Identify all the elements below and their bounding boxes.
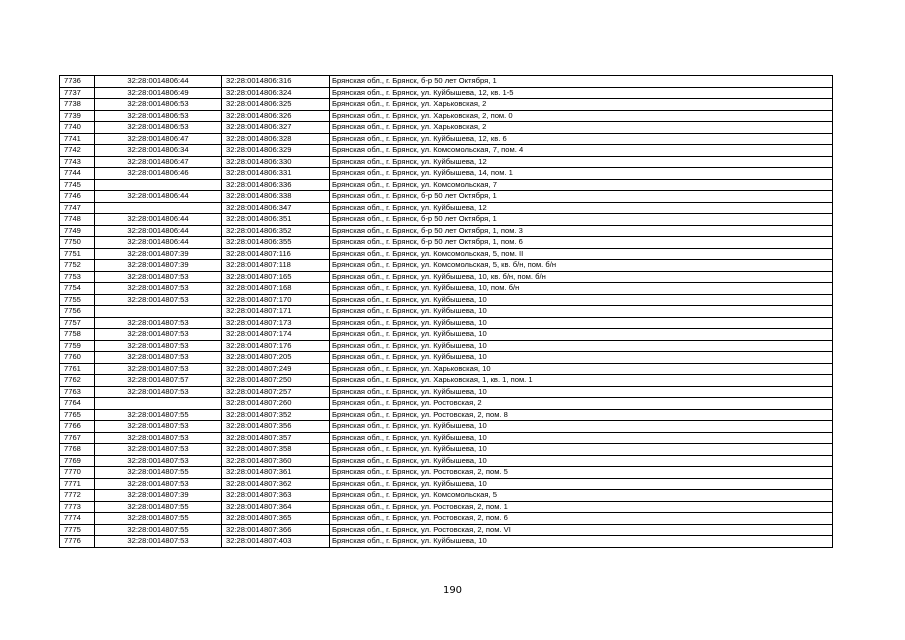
registry-table [59, 75, 833, 548]
table-row [60, 294, 833, 306]
quarter-number-cell: 32:28:0014806:53 [95, 110, 222, 122]
address-cell: Брянская обл., г. Брянск, ул. Куйбышева, 10 [330, 478, 833, 490]
quarter-number-cell: 32:28:0014807:53 [95, 340, 222, 352]
table-row [60, 317, 833, 329]
quarter-number-cell: 32:28:0014807:53 [95, 329, 222, 341]
table-row [60, 225, 833, 237]
table-row [60, 363, 833, 375]
cadastral-number-cell: 32:28:0014807:118 [222, 260, 330, 272]
cadastral-number-cell: 32:28:0014806:351 [222, 214, 330, 226]
cadastral-number-cell: 32:28:0014806:347 [222, 202, 330, 214]
address-cell: Брянская обл., г. Брянск, ул. Куйбышева, 12, кв. 6 [330, 133, 833, 145]
quarter-number-cell: 32:28:0014807:53 [95, 294, 222, 306]
row-number-cell: 7750 [60, 237, 95, 249]
row-number-cell: 7757 [60, 317, 95, 329]
cadastral-number-cell: 32:28:0014806:329 [222, 145, 330, 157]
cadastral-number-cell: 32:28:0014807:205 [222, 352, 330, 364]
address-cell: Брянская обл., г. Брянск, б-р 50 лет Октября, 1, пом. 6 [330, 237, 833, 249]
row-number-cell: 7772 [60, 490, 95, 502]
cadastral-number-cell: 32:28:0014807:171 [222, 306, 330, 318]
address-cell: Брянская обл., г. Брянск, ул. Ростовская, 2, пом. VI [330, 524, 833, 536]
table-row [60, 87, 833, 99]
row-number-cell: 7758 [60, 329, 95, 341]
address-cell: Брянская обл., г. Брянск, б-р 50 лет Октября, 1, пом. 3 [330, 225, 833, 237]
address-cell: Брянская обл., г. Брянск, ул. Харьковская, 1, кв. 1, пом. 1 [330, 375, 833, 387]
table-row [60, 202, 833, 214]
table-row [60, 168, 833, 180]
table-row [60, 145, 833, 157]
quarter-number-cell [95, 306, 222, 318]
cadastral-number-cell: 32:28:0014806:327 [222, 122, 330, 134]
row-number-cell: 7746 [60, 191, 95, 203]
quarter-number-cell [95, 202, 222, 214]
table-row [60, 283, 833, 295]
row-number-cell: 7765 [60, 409, 95, 421]
quarter-number-cell [95, 179, 222, 191]
row-number-cell: 7767 [60, 432, 95, 444]
row-number-cell: 7736 [60, 76, 95, 88]
address-cell: Брянская обл., г. Брянск, ул. Куйбышева, 10 [330, 306, 833, 318]
table-row [60, 501, 833, 513]
row-number-cell: 7741 [60, 133, 95, 145]
row-number-cell: 7754 [60, 283, 95, 295]
table-row [60, 386, 833, 398]
row-number-cell: 7742 [60, 145, 95, 157]
table-row [60, 133, 833, 145]
row-number-cell: 7775 [60, 524, 95, 536]
quarter-number-cell: 32:28:0014806:34 [95, 145, 222, 157]
quarter-number-cell: 32:28:0014807:55 [95, 513, 222, 525]
table-row [60, 478, 833, 490]
address-cell: Брянская обл., г. Брянск, ул. Комсомольская, 7, пом. 4 [330, 145, 833, 157]
table-row [60, 260, 833, 272]
cadastral-number-cell: 32:28:0014807:358 [222, 444, 330, 456]
quarter-number-cell: 32:28:0014806:44 [95, 76, 222, 88]
table-row [60, 156, 833, 168]
cadastral-number-cell: 32:28:0014807:352 [222, 409, 330, 421]
row-number-cell: 7768 [60, 444, 95, 456]
table-row [60, 271, 833, 283]
cadastral-number-cell: 32:28:0014807:257 [222, 386, 330, 398]
address-cell: Брянская обл., г. Брянск, ул. Комсомольская, 5, кв. б/н, пом. б/н [330, 260, 833, 272]
row-number-cell: 7744 [60, 168, 95, 180]
row-number-cell: 7747 [60, 202, 95, 214]
cadastral-number-cell: 32:28:0014806:328 [222, 133, 330, 145]
address-cell: Брянская обл., г. Брянск, ул. Куйбышева, 10 [330, 455, 833, 467]
quarter-number-cell: 32:28:0014807:53 [95, 421, 222, 433]
row-number-cell: 7760 [60, 352, 95, 364]
quarter-number-cell: 32:28:0014807:53 [95, 536, 222, 548]
cadastral-number-cell: 32:28:0014807:116 [222, 248, 330, 260]
quarter-number-cell: 32:28:0014806:44 [95, 237, 222, 249]
table-row [60, 340, 833, 352]
quarter-number-cell: 32:28:0014806:49 [95, 87, 222, 99]
address-cell: Брянская обл., г. Брянск, ул. Ростовская, 2, пом. 8 [330, 409, 833, 421]
table-row [60, 122, 833, 134]
row-number-cell: 7739 [60, 110, 95, 122]
address-cell: Брянская обл., г. Брянск, б-р 50 лет Октября, 1 [330, 191, 833, 203]
row-number-cell: 7761 [60, 363, 95, 375]
row-number-cell: 7769 [60, 455, 95, 467]
table-row [60, 76, 833, 88]
table-row [60, 513, 833, 525]
quarter-number-cell: 32:28:0014806:44 [95, 225, 222, 237]
row-number-cell: 7766 [60, 421, 95, 433]
address-cell: Брянская обл., г. Брянск, ул. Куйбышева, 10 [330, 421, 833, 433]
quarter-number-cell: 32:28:0014807:53 [95, 363, 222, 375]
address-cell: Брянская обл., г. Брянск, ул. Комсомольская, 7 [330, 179, 833, 191]
quarter-number-cell: 32:28:0014807:53 [95, 352, 222, 364]
cadastral-number-cell: 32:28:0014807:173 [222, 317, 330, 329]
quarter-number-cell: 32:28:0014806:47 [95, 156, 222, 168]
row-number-cell: 7740 [60, 122, 95, 134]
cadastral-number-cell: 32:28:0014807:356 [222, 421, 330, 433]
cadastral-number-cell: 32:28:0014807:403 [222, 536, 330, 548]
quarter-number-cell: 32:28:0014807:55 [95, 467, 222, 479]
quarter-number-cell: 32:28:0014806:46 [95, 168, 222, 180]
address-cell: Брянская обл., г. Брянск, ул. Харьковская, 2 [330, 122, 833, 134]
cadastral-number-cell: 32:28:0014807:165 [222, 271, 330, 283]
table-row [60, 432, 833, 444]
table-row [60, 524, 833, 536]
table-row [60, 421, 833, 433]
quarter-number-cell: 32:28:0014806:44 [95, 214, 222, 226]
row-number-cell: 7756 [60, 306, 95, 318]
cadastral-number-cell: 32:28:0014806:324 [222, 87, 330, 99]
row-number-cell: 7776 [60, 536, 95, 548]
address-cell: Брянская обл., г. Брянск, ул. Куйбышева, 10 [330, 294, 833, 306]
table-row [60, 409, 833, 421]
table-row [60, 214, 833, 226]
cadastral-number-cell: 32:28:0014806:331 [222, 168, 330, 180]
address-cell: Брянская обл., г. Брянск, ул. Ростовская, 2, пом. 1 [330, 501, 833, 513]
quarter-number-cell: 32:28:0014807:53 [95, 317, 222, 329]
quarter-number-cell: 32:28:0014806:53 [95, 122, 222, 134]
quarter-number-cell: 32:28:0014806:44 [95, 191, 222, 203]
address-cell: Брянская обл., г. Брянск, ул. Куйбышева, 10, кв. б/н, пом. б/н [330, 271, 833, 283]
quarter-number-cell: 32:28:0014807:57 [95, 375, 222, 387]
row-number-cell: 7755 [60, 294, 95, 306]
quarter-number-cell: 32:28:0014807:53 [95, 455, 222, 467]
row-number-cell: 7751 [60, 248, 95, 260]
address-cell: Брянская обл., г. Брянск, ул. Харьковская, 2 [330, 99, 833, 111]
row-number-cell: 7752 [60, 260, 95, 272]
cadastral-number-cell: 32:28:0014807:260 [222, 398, 330, 410]
quarter-number-cell: 32:28:0014807:53 [95, 283, 222, 295]
quarter-number-cell: 32:28:0014807:55 [95, 409, 222, 421]
address-cell: Брянская обл., г. Брянск, ул. Куйбышева, 12 [330, 156, 833, 168]
row-number-cell: 7763 [60, 386, 95, 398]
address-cell: Брянская обл., г. Брянск, ул. Ростовская, 2 [330, 398, 833, 410]
table-row [60, 110, 833, 122]
address-cell: Брянская обл., г. Брянск, ул. Куйбышева, 10 [330, 444, 833, 456]
row-number-cell: 7753 [60, 271, 95, 283]
quarter-number-cell: 32:28:0014806:53 [95, 99, 222, 111]
row-number-cell: 7748 [60, 214, 95, 226]
row-number-cell: 7771 [60, 478, 95, 490]
row-number-cell: 7764 [60, 398, 95, 410]
address-cell: Брянская обл., г. Брянск, ул. Куйбышева, 10 [330, 536, 833, 548]
registry-body [60, 76, 833, 548]
address-cell: Брянская обл., г. Брянск, ул. Куйбышева, 10 [330, 386, 833, 398]
cadastral-number-cell: 32:28:0014806:326 [222, 110, 330, 122]
row-number-cell: 7770 [60, 467, 95, 479]
cadastral-number-cell: 32:28:0014807:168 [222, 283, 330, 295]
table-row [60, 398, 833, 410]
table-row [60, 536, 833, 548]
row-number-cell: 7759 [60, 340, 95, 352]
table-row [60, 99, 833, 111]
cadastral-number-cell: 32:28:0014806:355 [222, 237, 330, 249]
table-row [60, 191, 833, 203]
address-cell: Брянская обл., г. Брянск, б-р 50 лет Октября, 1 [330, 76, 833, 88]
row-number-cell: 7745 [60, 179, 95, 191]
address-cell: Брянская обл., г. Брянск, б-р 50 лет Октября, 1 [330, 214, 833, 226]
cadastral-number-cell: 32:28:0014806:352 [222, 225, 330, 237]
cadastral-number-cell: 32:28:0014806:336 [222, 179, 330, 191]
quarter-number-cell: 32:28:0014806:47 [95, 133, 222, 145]
table-row [60, 375, 833, 387]
cadastral-number-cell: 32:28:0014807:361 [222, 467, 330, 479]
cadastral-number-cell: 32:28:0014806:330 [222, 156, 330, 168]
quarter-number-cell: 32:28:0014807:55 [95, 524, 222, 536]
cadastral-number-cell: 32:28:0014806:338 [222, 191, 330, 203]
row-number-cell: 7737 [60, 87, 95, 99]
table-row [60, 237, 833, 249]
address-cell: Брянская обл., г. Брянск, ул. Куйбышева, 10 [330, 340, 833, 352]
cadastral-number-cell: 32:28:0014807:357 [222, 432, 330, 444]
address-cell: Брянская обл., г. Брянск, ул. Куйбышева, 10 [330, 317, 833, 329]
cadastral-number-cell: 32:28:0014807:249 [222, 363, 330, 375]
row-number-cell: 7773 [60, 501, 95, 513]
address-cell: Брянская обл., г. Брянск, ул. Куйбышева, 12 [330, 202, 833, 214]
address-cell: Брянская обл., г. Брянск, ул. Куйбышева, 10 [330, 329, 833, 341]
address-cell: Брянская обл., г. Брянск, ул. Куйбышева, 14, пом. 1 [330, 168, 833, 180]
address-cell: Брянская обл., г. Брянск, ул. Куйбышева, 10 [330, 432, 833, 444]
cadastral-number-cell: 32:28:0014807:170 [222, 294, 330, 306]
row-number-cell: 7749 [60, 225, 95, 237]
address-cell: Брянская обл., г. Брянск, ул. Комсомольская, 5, пом. II [330, 248, 833, 260]
table-row [60, 490, 833, 502]
page-number: 190 [442, 585, 463, 596]
quarter-number-cell [95, 398, 222, 410]
address-cell: Брянская обл., г. Брянск, ул. Куйбышева, 10, пом. б/н [330, 283, 833, 295]
cadastral-number-cell: 32:28:0014807:363 [222, 490, 330, 502]
table-row [60, 467, 833, 479]
table-row [60, 179, 833, 191]
row-number-cell: 7762 [60, 375, 95, 387]
cadastral-number-cell: 32:28:0014807:366 [222, 524, 330, 536]
cadastral-number-cell: 32:28:0014806:316 [222, 76, 330, 88]
quarter-number-cell: 32:28:0014807:55 [95, 501, 222, 513]
quarter-number-cell: 32:28:0014807:53 [95, 478, 222, 490]
table-row [60, 248, 833, 260]
address-cell: Брянская обл., г. Брянск, ул. Харьковская, 10 [330, 363, 833, 375]
quarter-number-cell: 32:28:0014807:53 [95, 444, 222, 456]
table-row [60, 444, 833, 456]
row-number-cell: 7743 [60, 156, 95, 168]
cadastral-number-cell: 32:28:0014806:325 [222, 99, 330, 111]
row-number-cell: 7774 [60, 513, 95, 525]
cadastral-number-cell: 32:28:0014807:362 [222, 478, 330, 490]
cadastral-number-cell: 32:28:0014807:176 [222, 340, 330, 352]
address-cell: Брянская обл., г. Брянск, ул. Комсомольская, 5 [330, 490, 833, 502]
cadastral-number-cell: 32:28:0014807:364 [222, 501, 330, 513]
quarter-number-cell: 32:28:0014807:53 [95, 432, 222, 444]
quarter-number-cell: 32:28:0014807:53 [95, 386, 222, 398]
table-row [60, 455, 833, 467]
cadastral-number-cell: 32:28:0014807:365 [222, 513, 330, 525]
cadastral-number-cell: 32:28:0014807:360 [222, 455, 330, 467]
quarter-number-cell: 32:28:0014807:39 [95, 248, 222, 260]
table-row [60, 329, 833, 341]
address-cell: Брянская обл., г. Брянск, ул. Куйбышева, 10 [330, 352, 833, 364]
table-row [60, 352, 833, 364]
cadastral-number-cell: 32:28:0014807:250 [222, 375, 330, 387]
address-cell: Брянская обл., г. Брянск, ул. Ростовская, 2, пом. 5 [330, 467, 833, 479]
quarter-number-cell: 32:28:0014807:53 [95, 271, 222, 283]
address-cell: Брянская обл., г. Брянск, ул. Ростовская, 2, пом. 6 [330, 513, 833, 525]
table-row [60, 306, 833, 318]
cadastral-number-cell: 32:28:0014807:174 [222, 329, 330, 341]
address-cell: Брянская обл., г. Брянск, ул. Харьковская, 2, пом. 0 [330, 110, 833, 122]
quarter-number-cell: 32:28:0014807:39 [95, 490, 222, 502]
quarter-number-cell: 32:28:0014807:39 [95, 260, 222, 272]
address-cell: Брянская обл., г. Брянск, ул. Куйбышева, 12, кв. 1-5 [330, 87, 833, 99]
row-number-cell: 7738 [60, 99, 95, 111]
